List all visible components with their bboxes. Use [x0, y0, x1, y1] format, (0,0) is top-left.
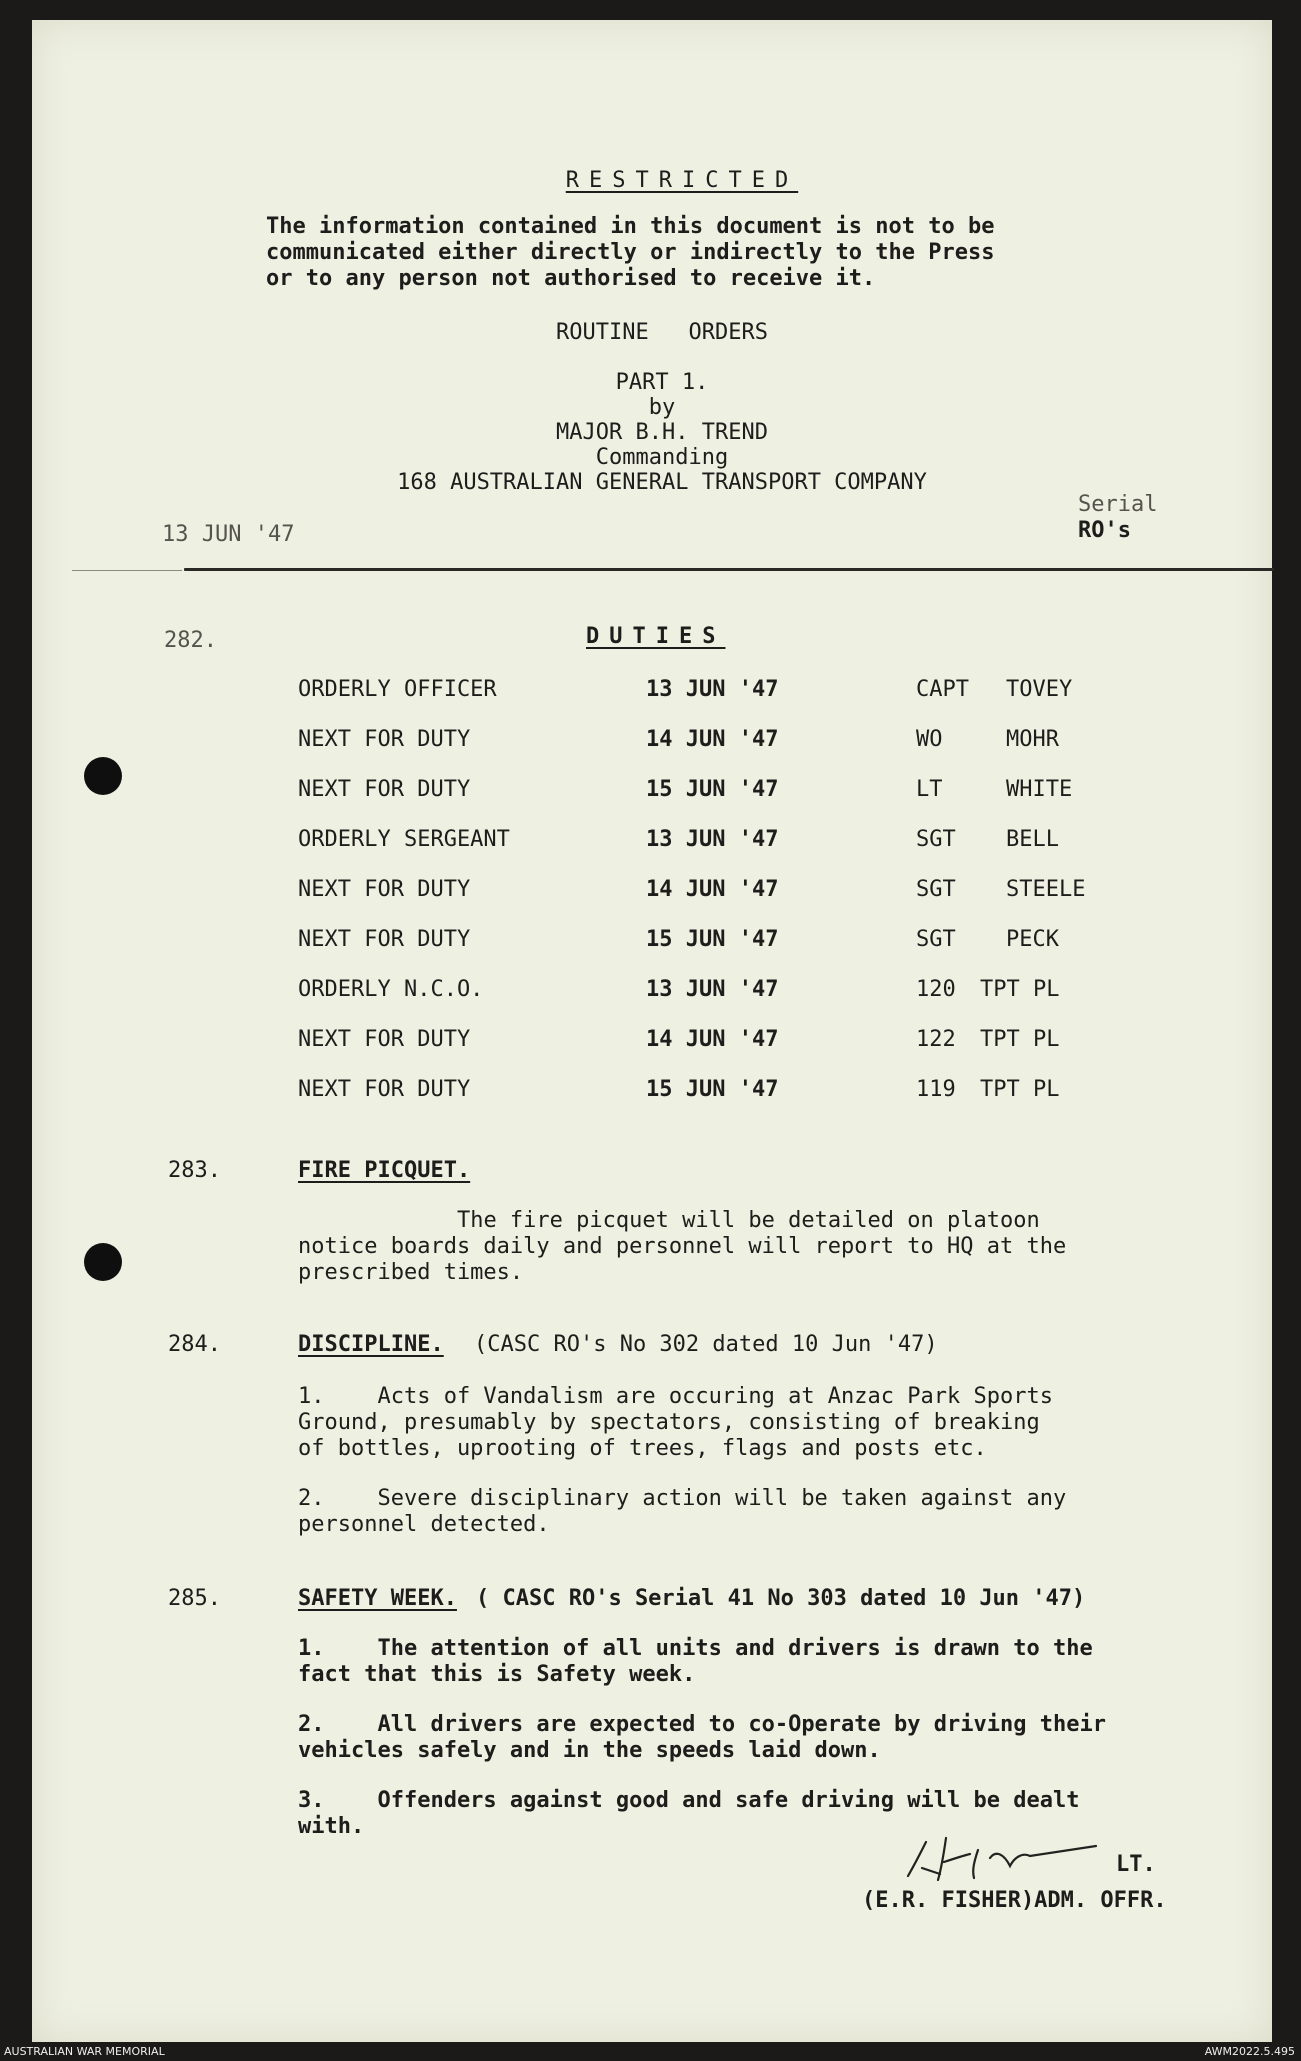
- serial-label: Serial: [1078, 492, 1158, 517]
- discipline-paragraph-2: 2. Severe disciplinary action will be taken against any personnel detected.: [298, 1486, 1067, 1537]
- duty-name: WHITE: [1006, 777, 1073, 802]
- duty-date: 15 JUN '47: [646, 777, 779, 802]
- duty-row: [32, 726, 1272, 756]
- header-divider: [184, 568, 1274, 571]
- duty-name: STEELE: [1006, 877, 1086, 902]
- order-date: 13 JUN '47: [162, 522, 295, 547]
- duty-row: [32, 926, 1272, 956]
- duty-date: 13 JUN '47: [646, 827, 779, 852]
- commanding-label: Commanding: [595, 445, 729, 470]
- classification-heading: RESTRICTED: [565, 168, 799, 193]
- duty-row: [32, 1076, 1272, 1106]
- safety-paragraph-1: 1. The attention of all units and drivers is drawn to the fact that this is Safety week.: [298, 1636, 1093, 1687]
- duty-date: 14 JUN '47: [646, 1027, 779, 1052]
- section-heading-safety-week: SAFETY WEEK.: [298, 1586, 457, 1611]
- commander-name: MAJOR B.H. TREND: [556, 420, 768, 445]
- duty-date: 14 JUN '47: [646, 727, 779, 752]
- section-number: 285.: [168, 1586, 221, 1611]
- discipline-reference: (CASC RO's No 302 dated 10 Jun '47): [474, 1332, 938, 1357]
- archive-name: AUSTRALIAN WAR MEMORIAL: [4, 2045, 165, 2058]
- discipline-paragraph-1: 1. Acts of Vandalism are occuring at Anzac Park Sports Ground, presumably by spectators, consisting of breaking of bottles, uprooting of trees, flags and posts etc.: [298, 1384, 1053, 1461]
- safety-reference: ( CASC RO's Serial 41 No 303 dated 10 Jun '47): [476, 1586, 1086, 1611]
- section-heading-duties: DUTIES: [586, 624, 726, 649]
- duty-role: NEXT FOR DUTY: [298, 1027, 471, 1052]
- unit-name: 168 AUSTRALIAN GENERAL TRANSPORT COMPANY: [397, 470, 927, 495]
- duty-role: ORDERLY SERGEANT: [298, 827, 510, 852]
- punch-hole: [84, 1243, 122, 1281]
- duty-name: TPT PL: [980, 1027, 1060, 1052]
- duty-date: 15 JUN '47: [646, 1077, 779, 1102]
- safety-paragraph-3: 3. Offenders against good and safe driving will be dealt with.: [298, 1788, 1080, 1839]
- by-label: by: [648, 395, 676, 420]
- part-label: PART 1.: [615, 370, 709, 395]
- duty-rank: CAPT: [916, 677, 969, 702]
- duty-row: [32, 976, 1272, 1006]
- duty-role: ORDERLY OFFICER: [298, 677, 497, 702]
- security-notice: The information contained in this document is not to be communicated either directly or indirectly to the Press or to any person not authorised to receive it.: [266, 214, 995, 291]
- duty-rank: 119: [916, 1077, 956, 1102]
- duty-role: NEXT FOR DUTY: [298, 727, 471, 752]
- section-number: 282.: [164, 628, 217, 653]
- signatory-rank: LT.: [1116, 1852, 1156, 1877]
- document-page: [32, 20, 1272, 2042]
- divider-faint: [72, 570, 182, 571]
- duty-role: NEXT FOR DUTY: [298, 927, 471, 952]
- duty-name: TPT PL: [980, 977, 1060, 1002]
- duty-name: TPT PL: [980, 1077, 1060, 1102]
- duty-rank: 120: [916, 977, 956, 1002]
- duty-rank: SGT: [916, 827, 956, 852]
- duty-date: 15 JUN '47: [646, 927, 779, 952]
- duty-rank: LT: [916, 777, 943, 802]
- duty-rank: SGT: [916, 927, 956, 952]
- duty-role: NEXT FOR DUTY: [298, 1077, 471, 1102]
- safety-paragraph-2: 2. All drivers are expected to co-Operate by driving their vehicles safely and in the speeds laid down.: [298, 1712, 1106, 1763]
- duty-name: PECK: [1006, 927, 1059, 952]
- fire-picquet-text: The fire picquet will be detailed on platoon notice boards daily and personnel will report to HQ at the prescribed times.: [298, 1208, 1067, 1285]
- document-title: ROUTINE ORDERS: [556, 320, 768, 345]
- duty-row: [32, 776, 1272, 806]
- ros-label: RO's: [1078, 518, 1131, 543]
- duty-role: NEXT FOR DUTY: [298, 777, 471, 802]
- duty-date: 14 JUN '47: [646, 877, 779, 902]
- duty-row: [32, 876, 1272, 906]
- archive-footer: [0, 2042, 1301, 2061]
- section-heading-fire-picquet: FIRE PICQUET.: [298, 1158, 471, 1183]
- duty-rank: WO: [916, 727, 943, 752]
- duty-row: [32, 826, 1272, 856]
- duty-name: BELL: [1006, 827, 1059, 852]
- archive-reference: AWM2022.5.495: [1204, 2045, 1295, 2058]
- duty-date: 13 JUN '47: [646, 977, 779, 1002]
- duty-name: TOVEY: [1006, 677, 1073, 702]
- duty-role: ORDERLY N.C.O.: [298, 977, 484, 1002]
- duty-rank: 122: [916, 1027, 956, 1052]
- duty-name: MOHR: [1006, 727, 1059, 752]
- section-heading-discipline: DISCIPLINE.: [298, 1332, 444, 1357]
- section-number: 284.: [168, 1332, 221, 1357]
- signature-block: (E.R. FISHER)ADM. OFFR.: [862, 1888, 1167, 1913]
- duty-role: NEXT FOR DUTY: [298, 877, 471, 902]
- duty-date: 13 JUN '47: [646, 677, 779, 702]
- duty-row: [32, 676, 1272, 706]
- section-number: 283.: [168, 1158, 221, 1183]
- duty-row: [32, 1026, 1272, 1056]
- duty-rank: SGT: [916, 877, 956, 902]
